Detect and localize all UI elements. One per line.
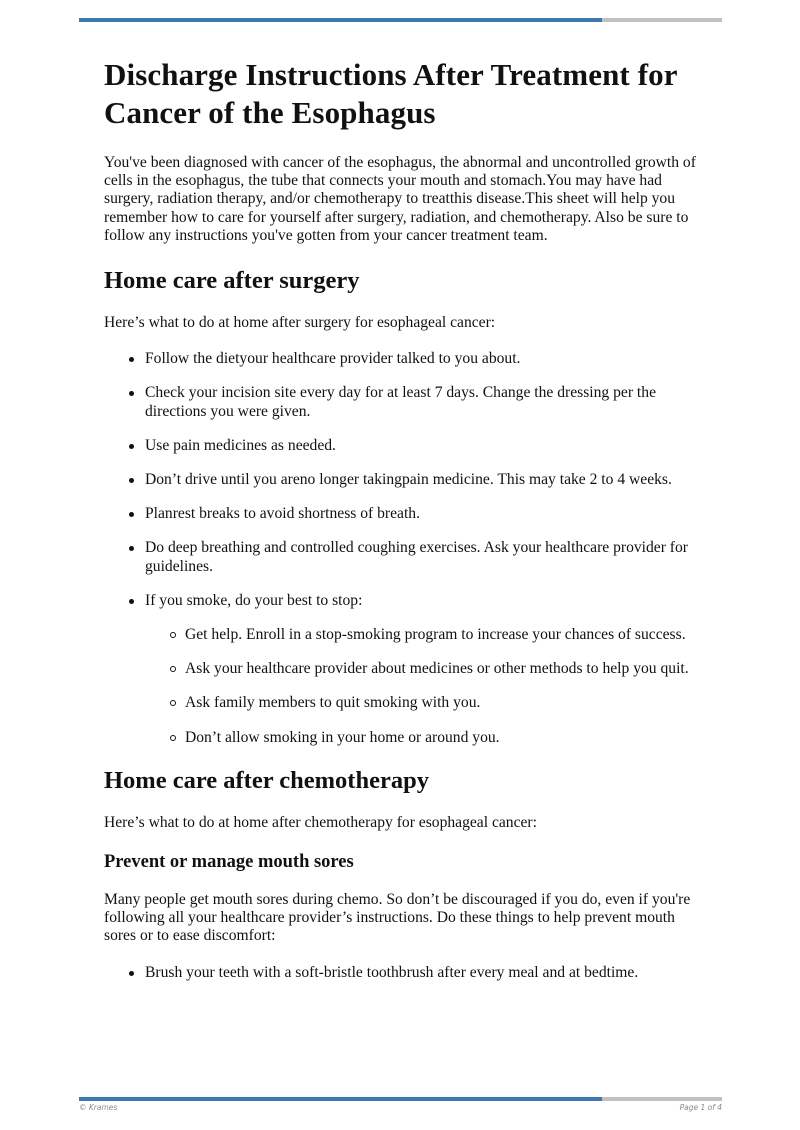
bullet-icon <box>129 391 134 396</box>
page-number: Page 1 of 4 <box>679 1103 722 1112</box>
hollow-bullet-icon <box>170 632 176 638</box>
bottom-progress-fill <box>79 1097 602 1101</box>
list-item: Planrest breaks to avoid shortness of breath. <box>104 505 704 523</box>
copyright-text: © Krames <box>79 1103 118 1112</box>
bullet-icon <box>129 599 134 604</box>
sub-list-item: Ask family members to quit smoking with you. <box>145 694 704 712</box>
top-progress-fill <box>79 18 602 22</box>
section-lead: Here’s what to do at home after surgery for esophageal cancer: <box>104 314 496 332</box>
sub-list-item: Get help. Enroll in a stop-smoking program to increase your chances of success. <box>145 626 704 644</box>
page-footer <box>79 1103 722 1112</box>
bullet-icon <box>129 546 134 551</box>
section-heading: Home care after surgery <box>104 267 360 295</box>
hollow-bullet-icon <box>170 700 176 706</box>
list-item: Check your incision site every day for at least 7 days. Change the dressing per the directions you were given. <box>104 384 704 420</box>
section-chemotherapy <box>104 766 704 982</box>
list-item: Do deep breathing and controlled coughing exercises. Ask your healthcare provider for guidelines. <box>104 539 704 575</box>
section-heading: Home care after chemotherapy <box>104 766 429 794</box>
top-progress-bar <box>79 18 722 22</box>
intro-paragraph: You've been diagnosed with cancer of the esophagus, the abnormal and uncontrolled growth of cells in the esophagus, the tube that connects your mouth and stomach.You may have had surgery, radiation therapy, and/or chemotherapy to treatthis disease.This sheet will help you remember how to care for yourself after surgery, radiation, and chemotherapy. Also be sure to follow any instructions you've gotten from your cancer treatment team. <box>104 154 696 244</box>
smoking-sublist <box>145 626 704 747</box>
list-item: Don’t drive until you areno longer takingpain medicine. This may take 2 to 4 weeks. <box>104 471 704 489</box>
document-body <box>104 56 704 998</box>
surgery-list <box>104 350 704 747</box>
list-item: Use pain medicines as needed. <box>104 437 704 455</box>
bullet-icon <box>129 444 134 449</box>
bullet-icon <box>129 512 134 517</box>
bottom-progress-bar <box>79 1097 722 1101</box>
subsection-paragraph: Many people get mouth sores during chemo. So don’t be discouraged if you do, even if you're following all your healthcare provider’s instructions. Do these things to help prevent mouth sores or to ease discomfort: <box>104 891 691 945</box>
list-item: Follow the dietyour healthcare provider talked to you about. <box>104 350 704 368</box>
bullet-icon <box>129 478 134 483</box>
section-lead: Here’s what to do at home after chemotherapy for esophageal cancer: <box>104 813 537 831</box>
section-surgery <box>104 266 704 747</box>
sub-list-item: Ask your healthcare provider about medicines or other methods to help you quit. <box>145 660 704 678</box>
subsection-heading: Prevent or manage mouth sores <box>104 852 354 873</box>
hollow-bullet-icon <box>170 666 176 672</box>
bullet-icon <box>129 971 134 976</box>
hollow-bullet-icon <box>170 735 176 741</box>
document-title: Discharge Instructions After Treatment for Cancer of the Esophagus <box>104 57 678 130</box>
sub-list-item: Don’t allow smoking in your home or around you. <box>145 729 704 747</box>
list-item: Brush your teeth with a soft-bristle toothbrush after every meal and at bedtime. <box>104 964 704 982</box>
mouth-sores-list <box>104 964 704 982</box>
list-item: If you smoke, do your best to stop: Get help. Enroll in a stop-smoking program to increase your chances of success. Ask your healthcare provider about medicines or other methods to help you quit. Ask family members to quit smoking with you. Don’t allow smoking in your home or around you. <box>104 592 704 747</box>
bullet-icon <box>129 357 134 362</box>
